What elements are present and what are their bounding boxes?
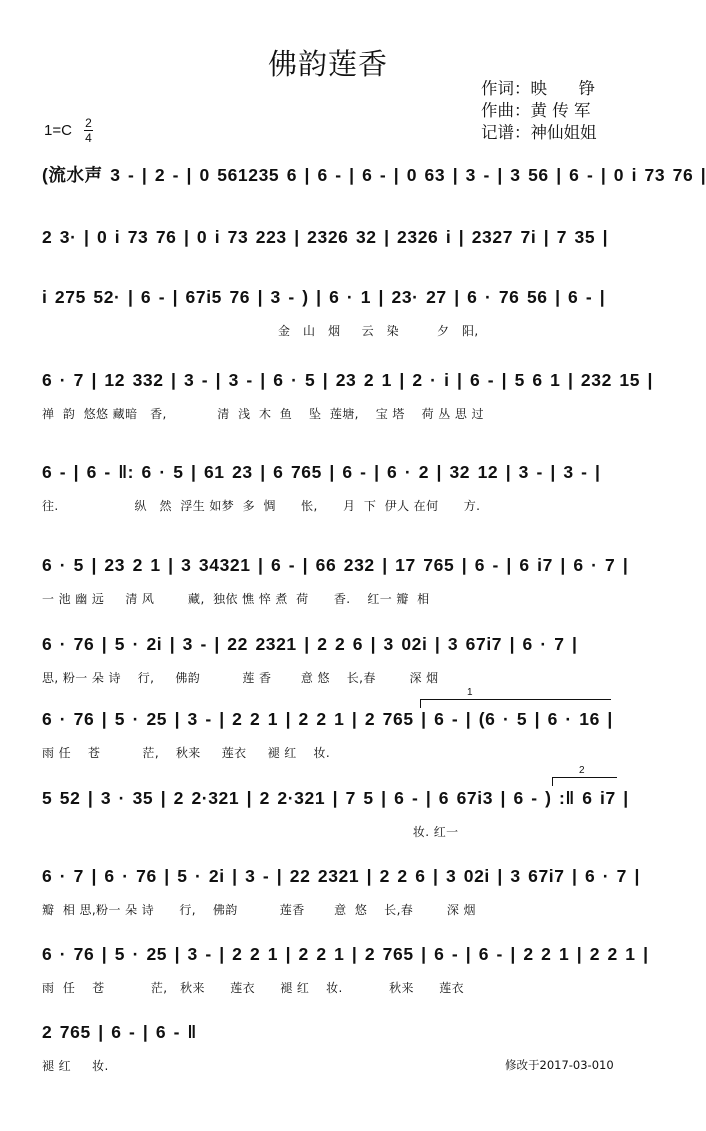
lyric-line: 禅 韵 悠悠 藏暗 香, 清 浅 木 鱼 坠 莲塘, 宝 塔 荷 丛 思 过 [42, 407, 484, 421]
lyric-line: 雨 任 苍 茫, 秋来 莲衣 褪 红 妆. 秋来 莲衣 [42, 981, 465, 995]
lyric-line: 褪 红 妆. [42, 1059, 109, 1073]
time-signature [84, 117, 93, 144]
notation-line: (流水声 3 - | 2 - | 0 561235 6 | 6 - | 6 - | 0 63 | 3 - | 3 56 | 6 - | 0 i 73 76 | [42, 165, 706, 185]
transcriber-credit: 记谱：神仙姐姐 [481, 123, 597, 142]
notation-line: 6 · 5 | 23 2 1 | 3 34321 | 6 - | 66 232 | 17 765 | 6 - | 6 i7 | 6 · 7 | [42, 555, 629, 575]
notation-line: 6 · 7 | 6 · 76 | 5 · 2i | 3 - | 22 2321 | 2 2 6 | 3 02i | 3 67i7 | 6 · 7 | [42, 866, 640, 886]
notation-line: 2 765 | 6 - | 6 - ‖ [42, 1022, 197, 1042]
volta-1-number: 1 [467, 687, 473, 698]
notation-line: 6 · 7 | 12 332 | 3 - | 3 - | 6 · 5 | 23 2 1 | 2 · i | 6 - | 5 6 1 | 232 15 | [42, 370, 654, 390]
lyricist-credit: 作词：映 铮 [481, 79, 595, 98]
score-system-2 [42, 223, 614, 285]
time-signature-top: 2 [85, 116, 92, 130]
lyric-line: 一 池 幽 远 清 风 藏, 独依 憔 悴 煮 荷 香. 红一 瓣 相 [42, 592, 430, 606]
time-signature-bottom: 4 [85, 131, 92, 145]
notation-line: 5 52 | 3 · 35 | 2 2·321 | 2 2·321 | 7 5 | 6 - | 6 67i3 | 6 - ) :‖ 6 i7 | [42, 788, 629, 808]
score-system-3 [42, 283, 614, 345]
score-system-11 [42, 940, 649, 1002]
lyric-line: 往. 纵 然 浮生 如梦 多 惆 怅, 月 下 伊人 在何 方. [42, 499, 481, 513]
notation-line: 6 · 76 | 5 · 2i | 3 - | 22 2321 | 2 2 6 | 3 02i | 3 67i7 | 6 · 7 | [42, 634, 578, 654]
notation-line: 6 - | 6 - ‖: 6 · 5 | 61 23 | 6 765 | 6 - | 6 · 2 | 32 12 | 3 - | 3 - | [42, 462, 601, 482]
score-system-7 [42, 630, 614, 692]
score-system-1 [42, 161, 706, 223]
notation-line: 6 · 76 | 5 · 25 | 3 - | 2 2 1 | 2 2 1 | 2 765 | 6 - | 6 - | 2 2 1 | 2 2 1 | [42, 944, 649, 964]
page-title: 佛韵莲香 [267, 47, 388, 81]
volta-bracket-1 [420, 687, 611, 708]
volta-2-number: 2 [579, 765, 585, 776]
modified-date: 修改于2017-03-010 [505, 1058, 614, 1072]
lyric-line: 金 山 烟 云 染 夕 阳, [42, 324, 479, 338]
lyric-line: 雨 任 苍 茫, 秋来 莲衣 褪 红 妆. [42, 746, 331, 760]
notation-line: 6 · 76 | 5 · 25 | 3 - | 2 2 1 | 2 2 1 | 2 765 | 6 - | (6 · 5 | 6 · 16 | [42, 709, 613, 729]
lyric-line: 思, 粉一 朵 诗 行, 佛韵 莲 香 意 悠 长,春 深 烟 [42, 671, 439, 685]
score-system-10 [42, 862, 640, 924]
lyric-line [42, 261, 614, 281]
notation-line: 2 3· | 0 i 73 76 | 0 i 73 223 | 2326 32 | 2326 i | 2327 7i | 7 35 | [42, 227, 609, 247]
score-system-5 [42, 458, 614, 520]
score-system-9 [42, 784, 629, 846]
score-system-8 [42, 705, 614, 767]
lyric-line: 妆. 红一 [42, 825, 459, 839]
volta-bracket-2 [552, 765, 617, 786]
composer-credit: 作曲：黄 传 军 [481, 101, 591, 120]
credits-block [481, 78, 597, 144]
lyric-line: 瓣 相 思,粉一 朵 诗 行, 佛韵 莲香 意 悠 长,春 深 烟 [42, 903, 476, 917]
notation-line: i 275 52· | 6 - | 67i5 76 | 3 - ) | 6 · 1 | 23· 27 | 6 · 76 56 | 6 - | [42, 287, 606, 307]
score-system-6 [42, 551, 629, 613]
key-signature: 1=C [44, 122, 72, 139]
score-system-4 [42, 366, 654, 428]
lyric-line [42, 199, 614, 219]
